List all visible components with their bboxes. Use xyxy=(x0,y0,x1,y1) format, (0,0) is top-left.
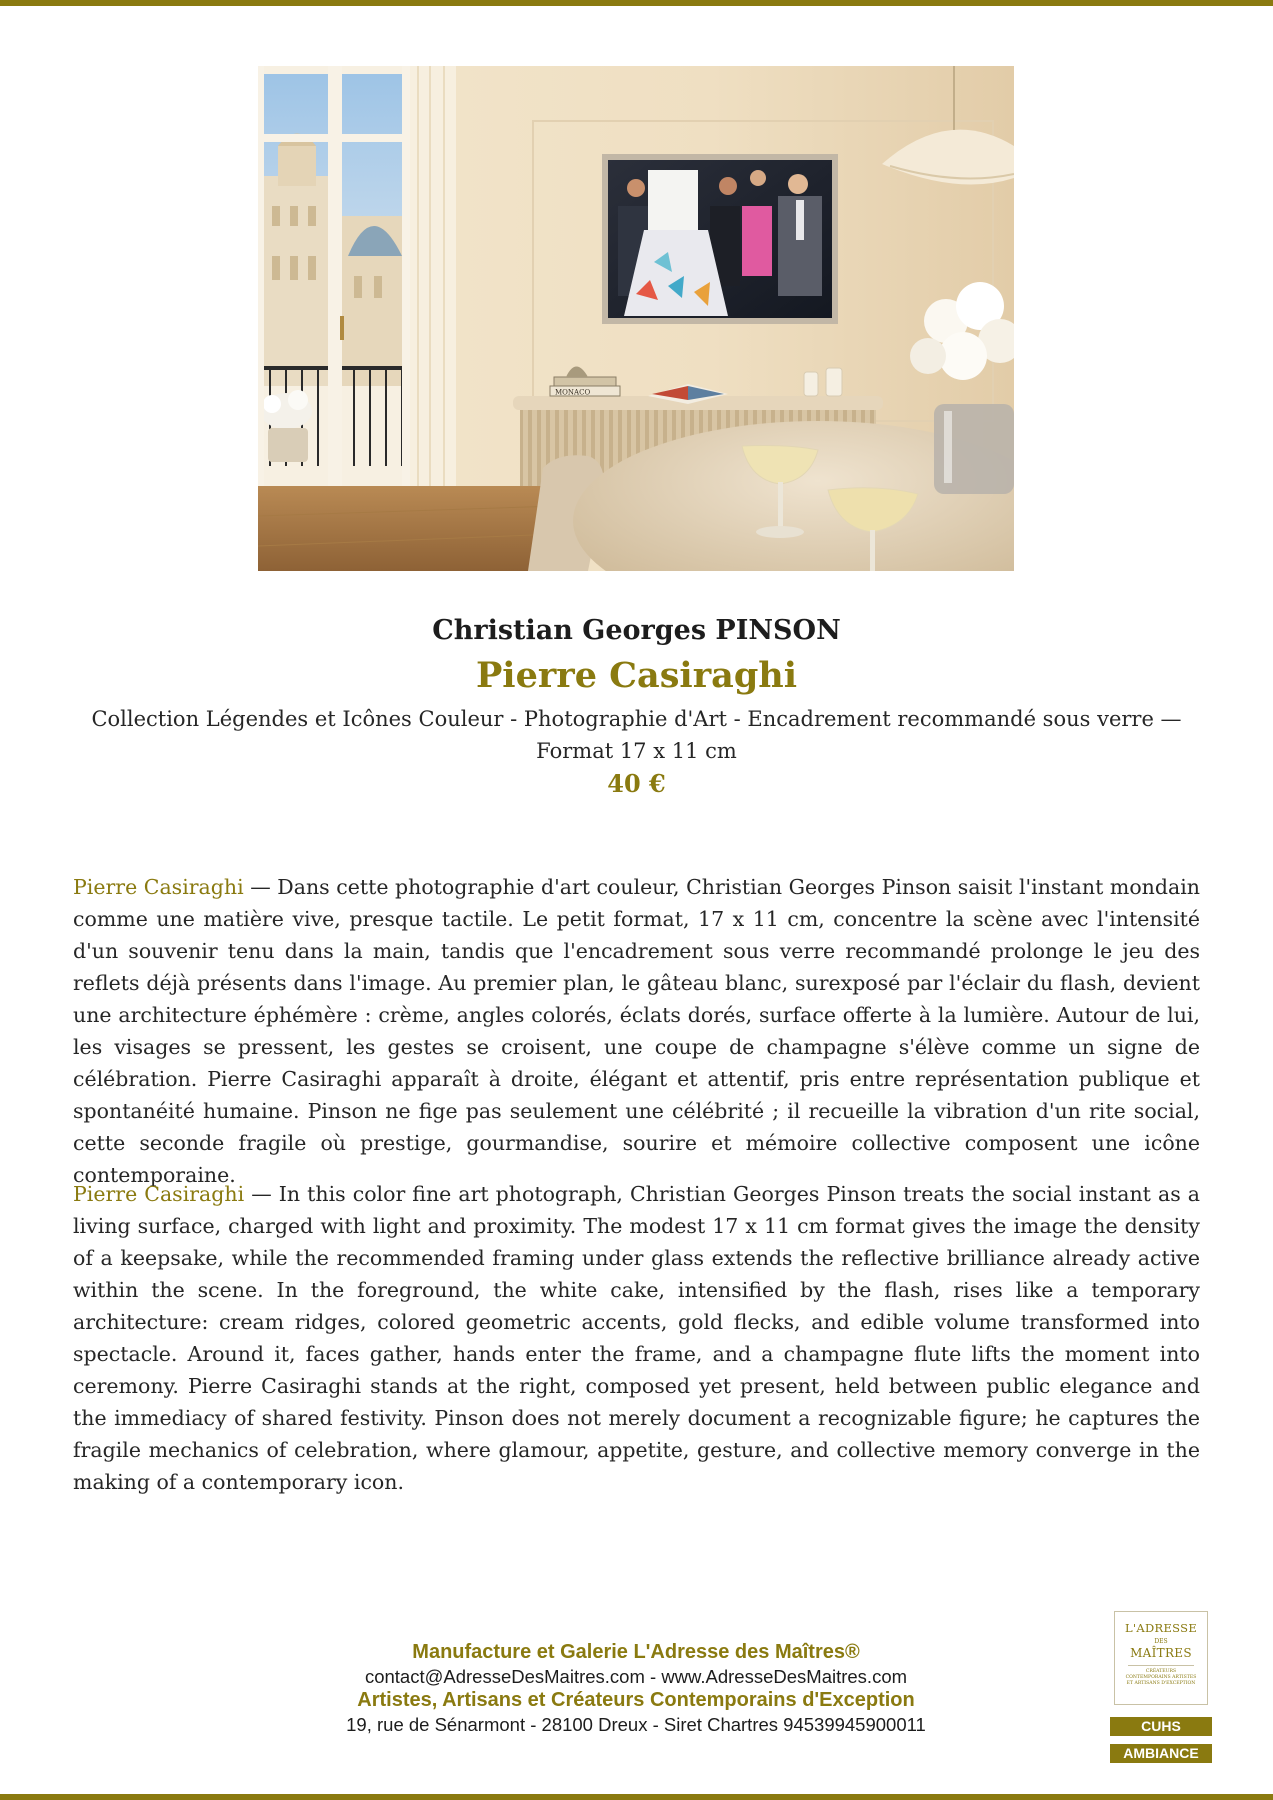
artwork-mockup-image xyxy=(258,66,1014,571)
description-french-text: — Dans cette photographie d'art couleur, Christian Georges Pinson saisit l'instant mondain comme une matière vive, presque tactile. Le petit format, 17 x 11 cm, concentre la scène avec l'intensité d'un souvenir tenu dans la main, tandis que l'encadrement sous verre recommandé prolonge le jeu des reflets déjà présents dans l'image. Au premier plan, le gâteau blanc, surexposé par l'éclair du flash, devient une architecture éphémère : crème, angles colorés, éclats dorés, surface offerte à la lumière. Autour de lui, les visages se pressent, les gestes se croisent, une coupe de champagne s'élève comme un signe de célébration. Pierre Casiraghi apparaît à droite, élégant et attentif, pris entre représentation publique et spontanéité humaine. Pinson ne fige pas seulement une célébrité ; il recueille la vibration d'un rite social, cette seconde fragile où prestige, gourmandise, sourire et mémoire collective composent une icône contemporaine. xyxy=(73,875,1200,1187)
description-english-text: — In this color fine art photograph, Christian Georges Pinson treats the social instant as a living surface, charged with light and proximity. The modest 17 x 11 cm format gives the image the density of a keepsake, while the recommended framing under glass extends the reflective brilliance already active within the scene. In the foreground, the white cake, intensified by the flash, rises like a temporary architecture: cream ridges, colored geometric accents, gold flecks, and edible volume transformed into spectacle. Around it, faces gather, hands enter the frame, and a champagne flute lifts the moment into ceremony. Pierre Casiraghi stands at the right, composed yet present, held between public elegance and the immediacy of shared festivity. Pinson does not merely document a recognizable figure; he captures the fragile mechanics of celebration, where glamour, appetite, gesture, and collective memory converge in the making of a contemporary icon. xyxy=(73,1182,1200,1494)
footer-gallery-name: Manufacture et Galerie L'Adresse des Maîtres® xyxy=(412,1641,860,1663)
footer-contact: contact@AdresseDesMaitres.com - www.AdresseDesMaitres.com xyxy=(364,1666,908,1687)
footer-address: 19, rue de Sénarmont - 28100 Dreux - Siret Chartres 94539945900011 xyxy=(346,1714,926,1735)
description-english-lead: Pierre Casiraghi xyxy=(73,1182,245,1206)
description-english xyxy=(73,1178,1200,1498)
book-spine-label: MONACO xyxy=(555,388,591,397)
description-french-lead: Pierre Casiraghi xyxy=(73,875,244,899)
description-french xyxy=(73,871,1200,1191)
logo-line-4: CRÉATEURS CONTEMPORAINS ARTISTES ET ARTISANS D'EXCEPTION xyxy=(1125,1669,1197,1686)
top-rule xyxy=(0,0,1273,6)
logo-divider xyxy=(1128,1665,1194,1666)
artist-name: Christian Georges PINSON xyxy=(432,615,841,646)
collection-description: Collection Légendes et Icônes Couleur - Photographie d'Art - Encadrement recommandé sous verre — Format 17 x 11 cm xyxy=(91,707,1182,763)
footer-tagline: Artistes, Artisans et Créateurs Contemporains d'Exception xyxy=(357,1689,915,1711)
price: 40 € xyxy=(607,769,666,798)
badge-cuhs: CUHS xyxy=(1110,1717,1212,1736)
artwork-title: Pierre Casiraghi xyxy=(475,655,798,696)
bottom-rule xyxy=(0,1794,1273,1800)
footer xyxy=(236,1640,1036,1736)
logo-line-2: DES xyxy=(1154,1638,1168,1645)
logo-line-3: MAÎTRES xyxy=(1130,1646,1192,1660)
badge-ambiance: AMBIANCE xyxy=(1110,1744,1212,1763)
logo-line-1: L'ADRESSE xyxy=(1124,1621,1198,1635)
gallery-logo xyxy=(1114,1611,1208,1705)
